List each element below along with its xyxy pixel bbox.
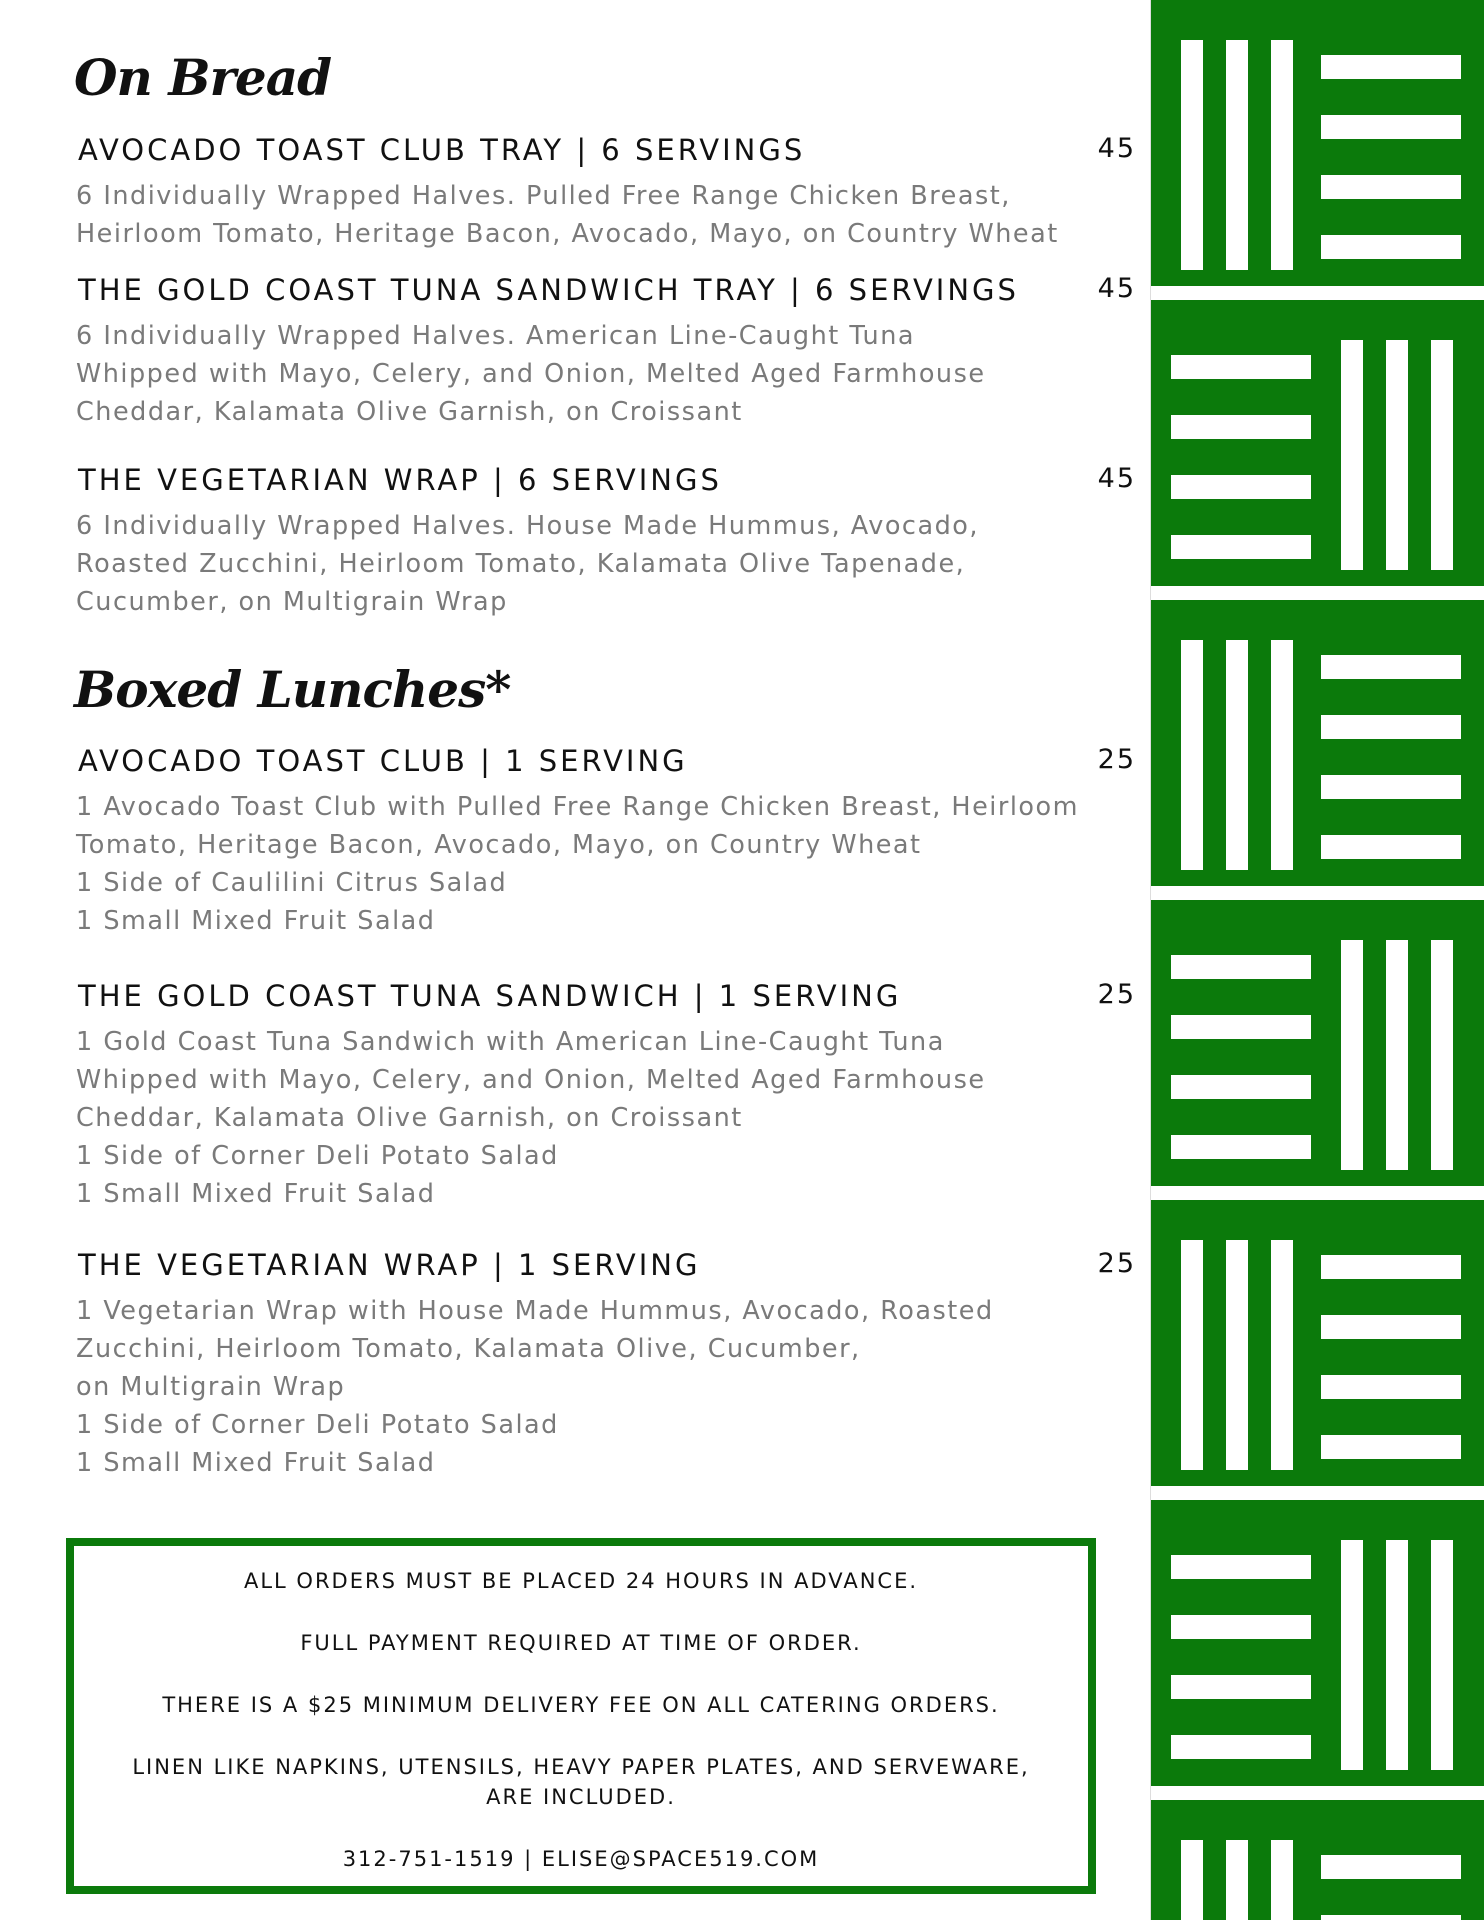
item-description (76, 317, 1106, 431)
item-name: THE GOLD COAST TUNA SANDWICH TRAY | 6 SERVINGS (78, 273, 1019, 307)
menu-item-vegetarian-wrap-box (76, 1248, 1136, 1482)
notice-line-serveware: LINEN LIKE NAPKINS, UTENSILS, HEAVY PAPER PLATES, AND SERVEWARE, (132, 1755, 1030, 1779)
item-description (76, 1023, 1106, 1213)
description-line: 1 Small Mixed Fruit Salad (76, 906, 436, 936)
item-name: THE GOLD COAST TUNA SANDWICH | 1 SERVING (78, 979, 902, 1013)
description-line: 6 Individually Wrapped Halves. House Made Hummus, Avocado, (76, 511, 979, 541)
item-name: THE VEGETARIAN WRAP | 6 SERVINGS (78, 463, 722, 497)
menu-item-avocado-toast-club-tray (76, 133, 1136, 253)
item-name: THE VEGETARIAN WRAP | 1 SERVING (78, 1248, 701, 1282)
description-line: Cucumber, on Multigrain Wrap (76, 587, 508, 617)
item-description (76, 788, 1106, 940)
menu-item-vegetarian-wrap-tray (76, 463, 1136, 621)
notice-line-advance: ALL ORDERS MUST BE PLACED 24 HOURS IN ADVANCE. (243, 1569, 919, 1593)
description-line: 1 Small Mixed Fruit Salad (76, 1448, 436, 1478)
description-line: 1 Side of Corner Deli Potato Salad (76, 1141, 559, 1171)
description-line: Cheddar, Kalamata Olive Garnish, on Croissant (76, 397, 743, 427)
item-name: AVOCADO TOAST CLUB | 1 SERVING (78, 744, 688, 778)
section-title-boxed-lunches: Boxed Lunches* (74, 660, 511, 719)
description-line: 6 Individually Wrapped Halves. Pulled Free Range Chicken Breast, (76, 181, 1011, 211)
item-price: 25 (1097, 1248, 1136, 1279)
description-line: 1 Side of Corner Deli Potato Salad (76, 1410, 559, 1440)
decorative-pattern (1150, 0, 1484, 1920)
item-description (76, 177, 1106, 253)
description-line: Whipped with Mayo, Celery, and Onion, Melted Aged Farmhouse (76, 359, 986, 389)
menu-item-gold-coast-tuna-box (76, 979, 1136, 1213)
description-line: Zucchini, Heirloom Tomato, Kalamata Olive, Cucumber, (76, 1334, 861, 1364)
notice-line-payment: FULL PAYMENT REQUIRED AT TIME OF ORDER. (300, 1631, 862, 1655)
description-line: Tomato, Heritage Bacon, Avocado, Mayo, on Country Wheat (76, 830, 922, 860)
item-price: 45 (1097, 273, 1136, 304)
order-policy-box (66, 1538, 1096, 1894)
description-line: 1 Vegetarian Wrap with House Made Hummus, Avocado, Roasted (76, 1296, 994, 1326)
description-line: 1 Side of Caulilini Citrus Salad (76, 868, 508, 898)
notice-line-serveware-cont: ARE INCLUDED. (486, 1785, 676, 1809)
item-price: 45 (1097, 463, 1136, 494)
section-title-on-bread: On Bread (74, 48, 332, 107)
description-line: Whipped with Mayo, Celery, and Onion, Melted Aged Farmhouse (76, 1065, 986, 1095)
brush-stroke-pattern-icon (1151, 0, 1484, 1920)
contact-line[interactable]: 312-751-1519 | ELISE@SPACE519.COM (342, 1847, 820, 1871)
menu-item-gold-coast-tuna-tray (76, 273, 1136, 431)
description-line: 1 Gold Coast Tuna Sandwich with American Line-Caught Tuna (76, 1027, 945, 1057)
notice-line-delivery-fee: THERE IS A $25 MINIMUM DELIVERY FEE ON ALL CATERING ORDERS. (162, 1693, 1000, 1717)
item-description (76, 1292, 1106, 1482)
item-description (76, 507, 1106, 621)
item-name: AVOCADO TOAST CLUB TRAY | 6 SERVINGS (78, 133, 806, 167)
description-line: 6 Individually Wrapped Halves. American Line-Caught Tuna (76, 321, 915, 351)
description-line: Cheddar, Kalamata Olive Garnish, on Croissant (76, 1103, 743, 1133)
item-price: 25 (1097, 744, 1136, 775)
description-line: 1 Small Mixed Fruit Salad (76, 1179, 436, 1209)
item-price: 45 (1097, 133, 1136, 164)
description-line: Roasted Zucchini, Heirloom Tomato, Kalamata Olive Tapenade, (76, 549, 966, 579)
description-line: 1 Avocado Toast Club with Pulled Free Range Chicken Breast, Heirloom (76, 792, 1079, 822)
item-price: 25 (1097, 979, 1136, 1010)
description-line: Heirloom Tomato, Heritage Bacon, Avocado, Mayo, on Country Wheat (76, 219, 1059, 249)
menu-item-avocado-toast-club-box (76, 744, 1136, 940)
description-line: on Multigrain Wrap (76, 1372, 346, 1402)
